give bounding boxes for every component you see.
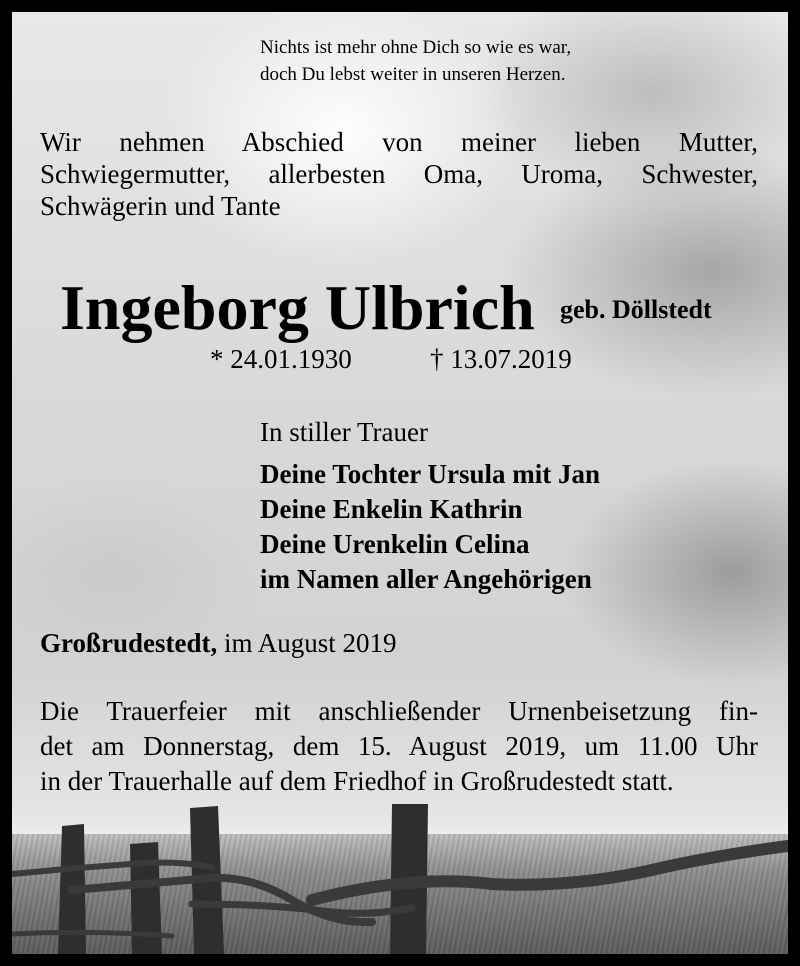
service-line: det am Donnerstag, dem 15. August 2019, um 11.00 Uhr	[40, 731, 758, 761]
mourners-list	[260, 457, 600, 597]
birth-date: * 24.01.1930	[210, 344, 352, 374]
mourner-entry: Deine Urenkelin Celina	[260, 529, 530, 559]
mourner-entry: Deine Enkelin Kathrin	[260, 494, 523, 524]
motto-verse	[260, 34, 571, 88]
motto-line: doch Du lebst weiter in unseren Herzen.	[260, 64, 566, 85]
farewell-intro	[40, 126, 758, 222]
mourner-entry: im Namen aller Angehörigen	[260, 564, 592, 594]
funeral-service-info	[40, 694, 758, 799]
service-line: in der Trauerhalle auf dem Friedhof in Großrudestedt statt.	[40, 766, 674, 796]
intro-line: Schwiegermutter, allerbesten Oma, Uroma, Schwester,	[40, 159, 758, 189]
notice-date: im August 2019	[224, 628, 397, 658]
service-line: Die Trauerfeier mit anschließender Urnenbeisetzung fin-	[40, 696, 758, 726]
deceased-name: Ingeborg Ulbrich	[60, 272, 535, 343]
mourning-label: In stiller Trauer	[260, 417, 428, 447]
intro-line: Schwägerin und Tante	[40, 191, 281, 221]
motto-line: Nichts ist mehr ohne Dich so wie es war,	[260, 37, 572, 58]
maiden-name: geb. Döllstedt	[560, 295, 712, 324]
place-name: Großrudestedt,	[40, 628, 218, 658]
intro-line: Wir nehmen Abschied von meiner lieben Mutter,	[40, 127, 758, 157]
death-date: † 13.07.2019	[430, 344, 572, 374]
mourner-entry: Deine Tochter Ursula mit Jan	[260, 459, 601, 489]
place-and-date	[40, 626, 397, 660]
wooden-fence-image	[12, 804, 788, 954]
obituary-notice	[12, 12, 788, 954]
